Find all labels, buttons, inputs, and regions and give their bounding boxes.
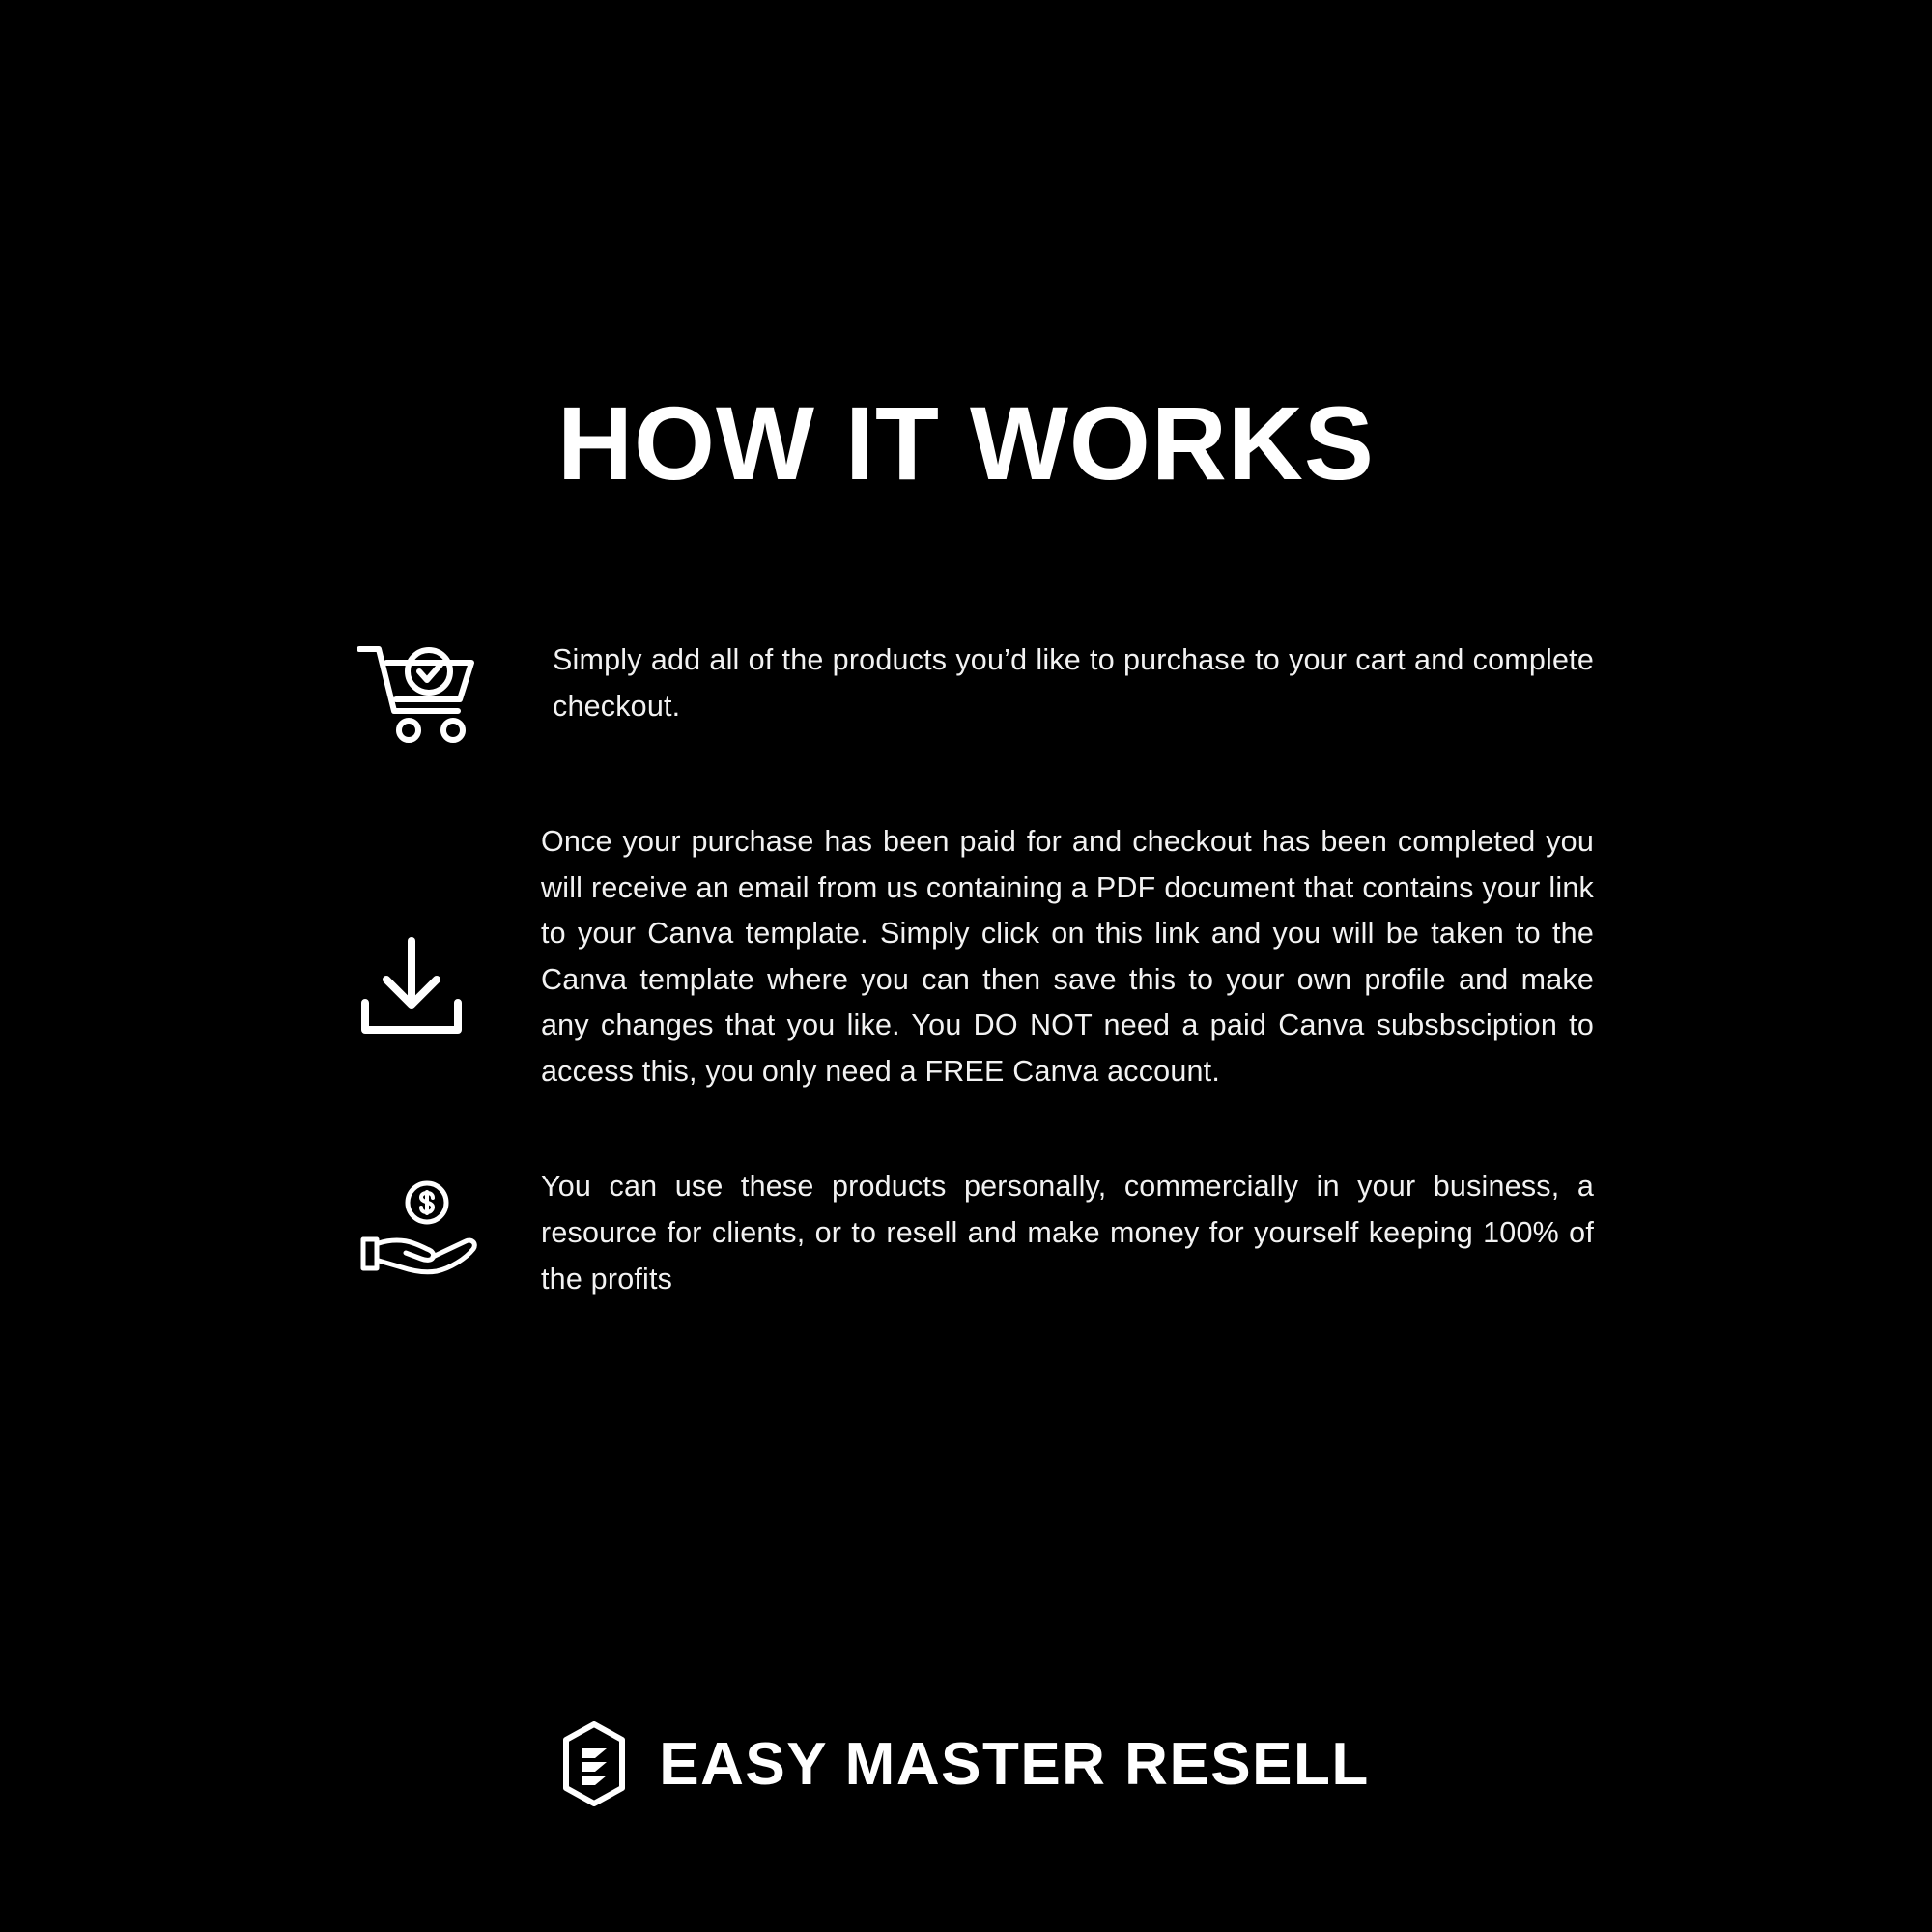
page-title: HOW IT WORKS [557, 384, 1375, 502]
brand-name: EASY MASTER RESELL [659, 1730, 1370, 1798]
brand-footer [0, 1721, 1932, 1806]
em-hexagon-logo-icon [562, 1721, 626, 1806]
list-item [357, 638, 1594, 744]
download-icon [357, 819, 541, 1041]
steps-list [357, 638, 1594, 1364]
hand-holding-money-icon [357, 1164, 541, 1276]
list-item-text: Simply add all of the products you’d like to purchase to your cart and complete checkout. [553, 643, 1594, 723]
shopping-cart-check-icon [357, 638, 541, 744]
list-item [357, 1164, 1594, 1302]
list-item-text: Once your purchase has been paid for and checkout has been completed you will receive an email from us containing a PDF document that contains your link to your Canva template. Simply click on this link and you will be taken to the Canva template where you can then save this to your own profile and make any changes that you like. You DO NOT need a paid Canva subsbsciption to access this, you only need a FREE Canva account. [541, 825, 1594, 1088]
list-item [357, 819, 1594, 1094]
list-item-text: You can use these products personally, commercially in your business, a resource for clients, or to resell and make money for yourself keeping 100% of the profits [541, 1170, 1594, 1295]
